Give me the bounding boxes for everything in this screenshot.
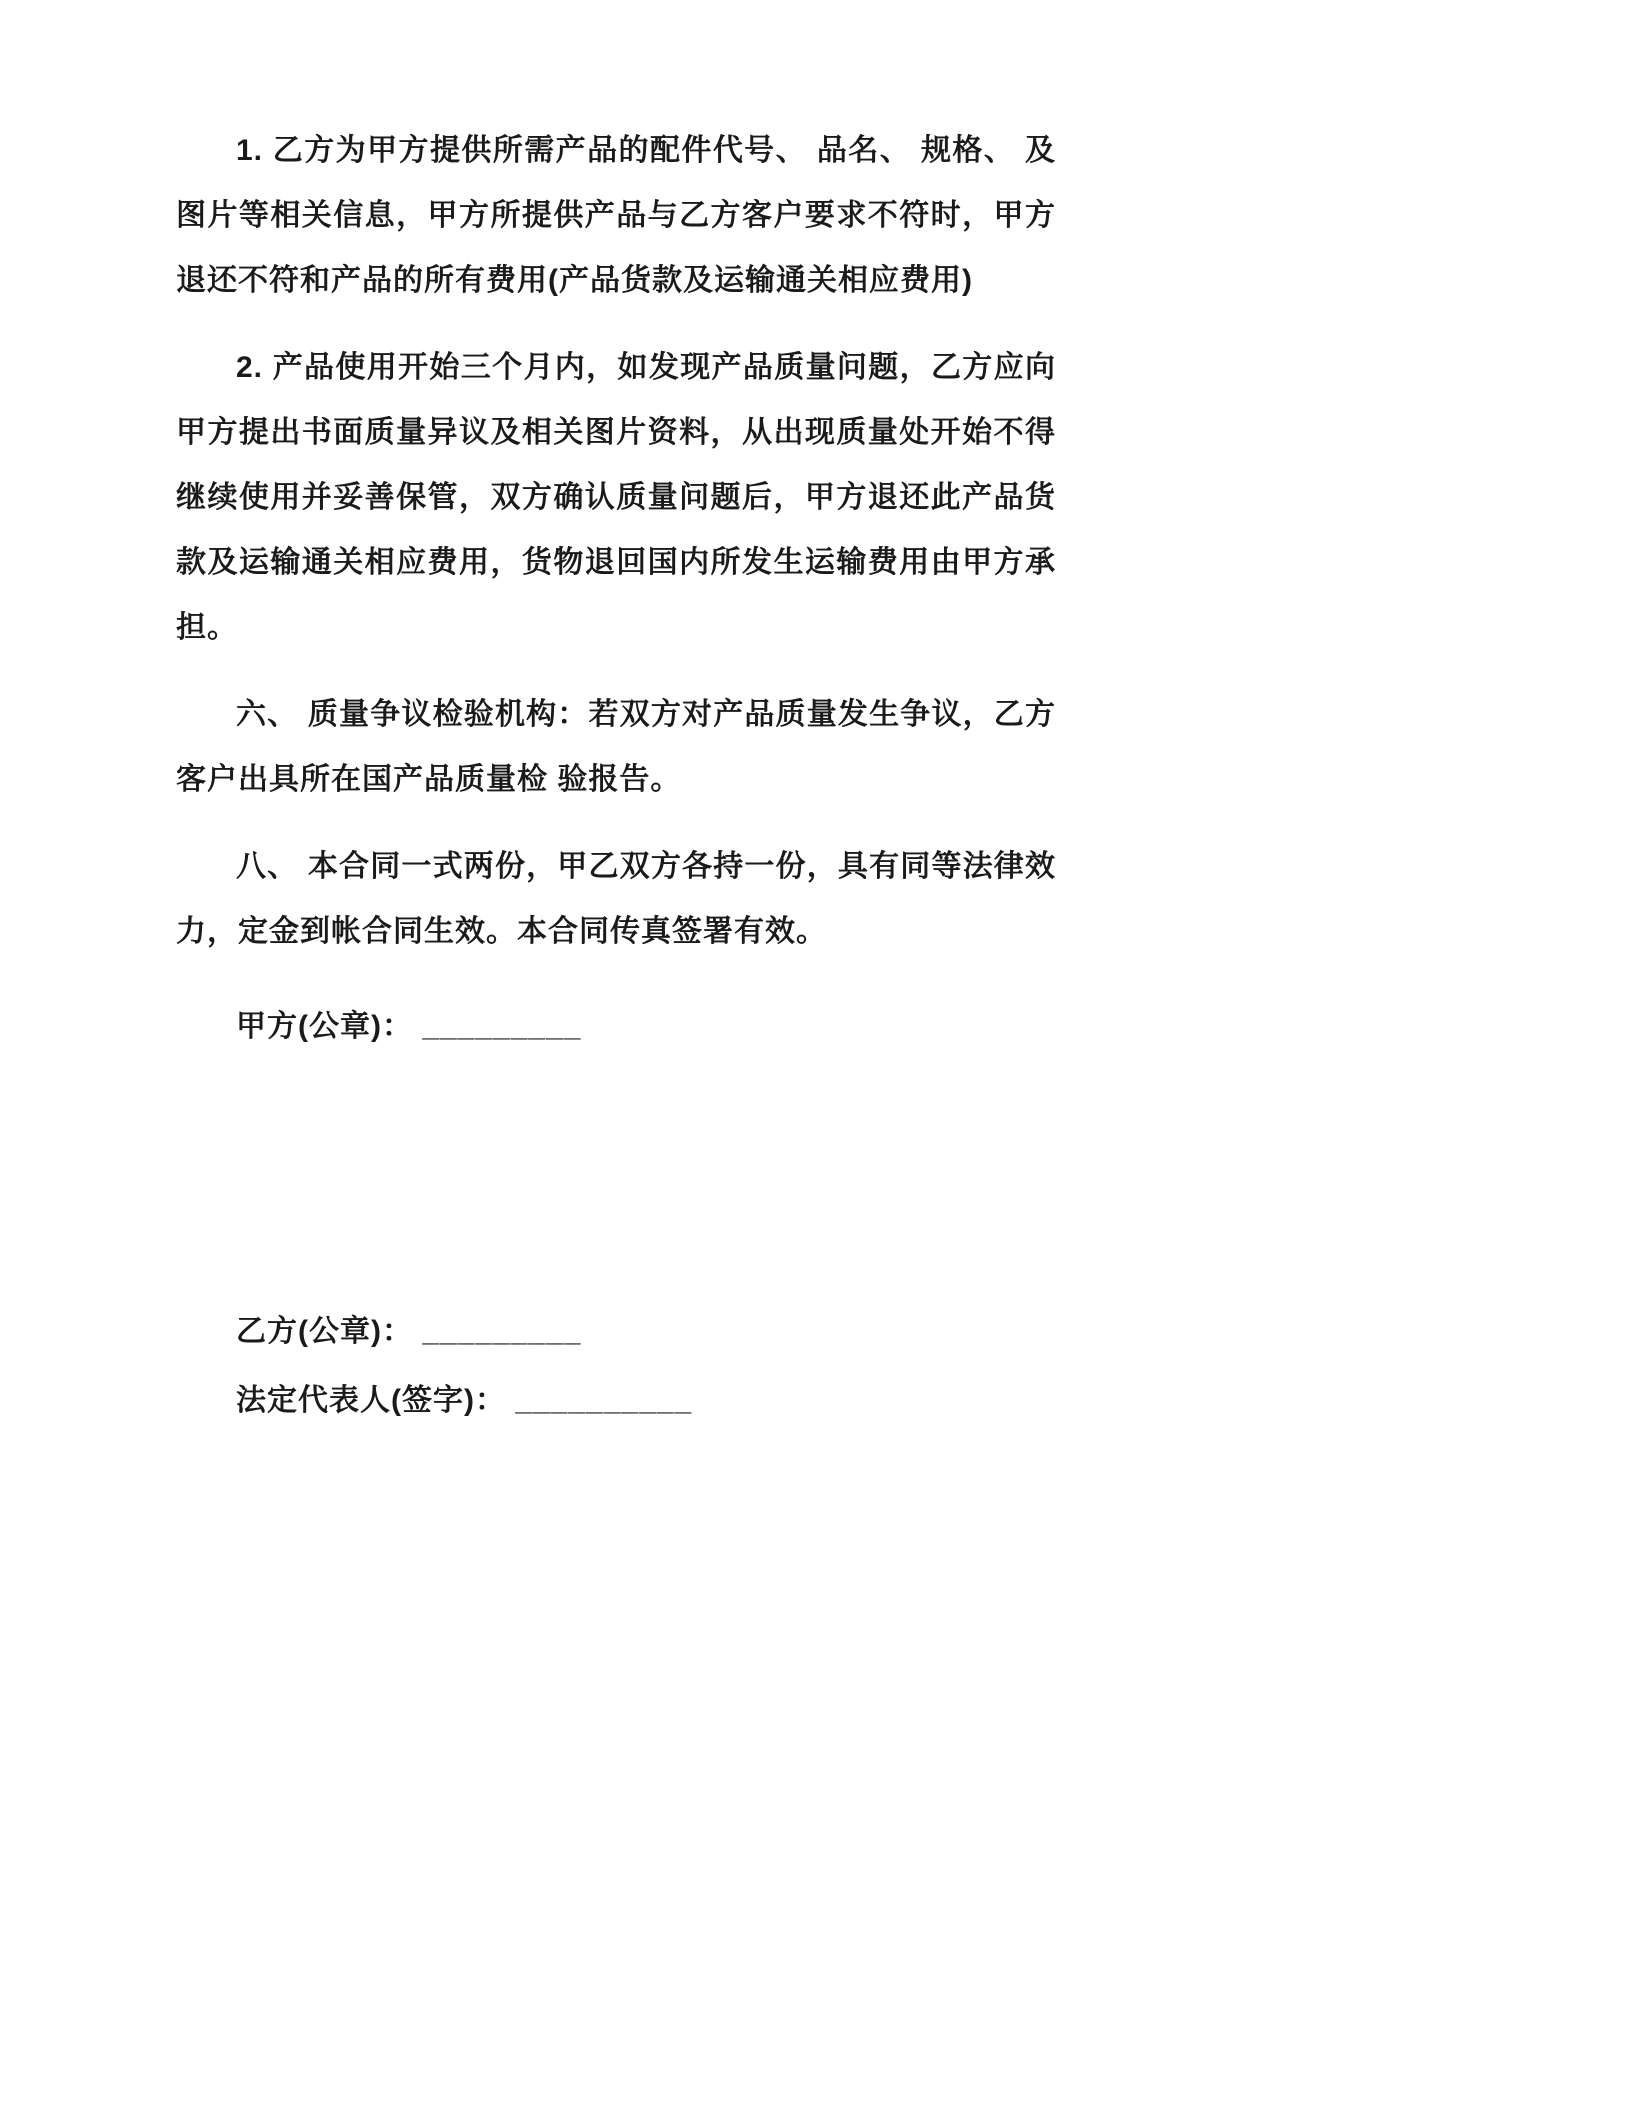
contract-clause-1: 1. 乙方为甲方提供所需产品的配件代号、 品名、 规格、 及图片等相关信息，甲方所提供产品与乙方客户要求不符时，甲方退还不符和产品的所有费用(产品货款及运输通关相应费用) xyxy=(176,134,1056,297)
contract-clause-2: 2. 产品使用开始三个月内，如发现产品质量问题，乙方应向甲方提出书面质量异议及相关图片资料，从出现质量处开始不得继续使用并妥善保管，双方确认质量问题后，甲方退还此产品货款及运输通关相应费用，货物退回国内所发生运输费用由甲方承担。 xyxy=(176,351,1056,644)
signature-line-party-a-seal: 甲方(公章)： _________ xyxy=(236,1010,582,1043)
signature-line-legal-representative: 法定代表人(签字)： __________ xyxy=(236,1384,693,1417)
signature-line-party-b-seal: 乙方(公章)： _________ xyxy=(236,1315,582,1348)
contract-clause-copies-effectiveness: 八、 本合同一式两份，甲乙双方各持一份，具有同等法律效力，定金到帐合同生效。本合同传真签署有效。 xyxy=(176,850,1056,948)
contract-clause-quality-dispute: 六、 质量争议检验机构：若双方对产品质量发生争议，乙方客户出具所在国产品质量检 验报告。 xyxy=(176,698,1056,796)
document-content xyxy=(176,118,1056,1433)
